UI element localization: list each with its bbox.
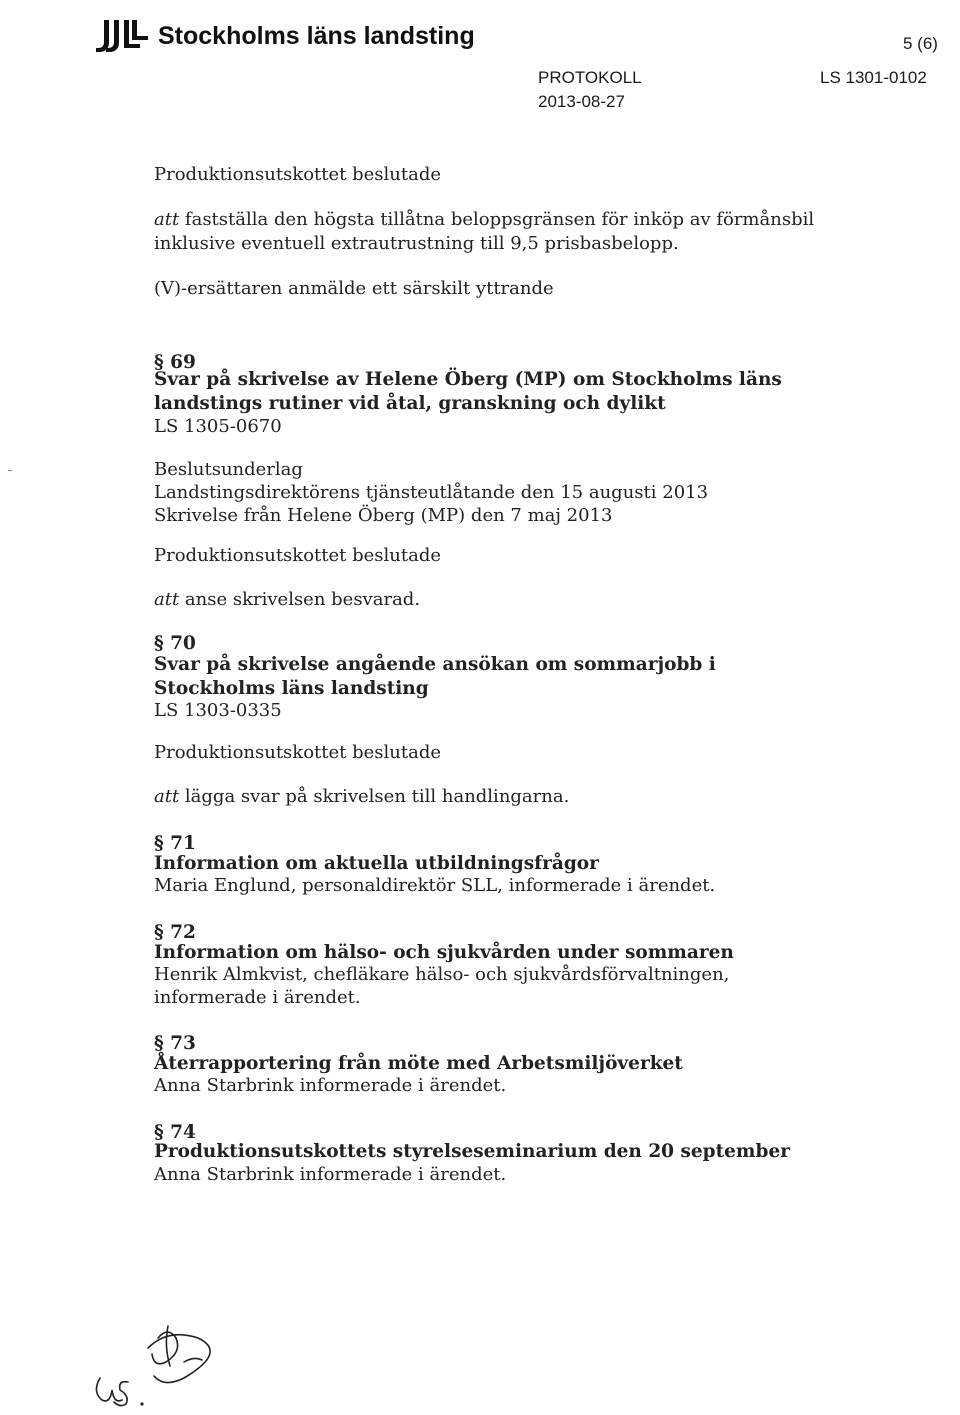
case-reference: LS 1305-0670 [154, 416, 282, 437]
decision-heading: Produktionsutskottet beslutade [154, 545, 442, 566]
organization-name: Stockholms läns landsting [158, 22, 475, 50]
section-title: Information om aktuella utbildningsfrågor [154, 853, 599, 874]
section-title: landstings rutiner vid åtal, granskning och dylikt [154, 393, 666, 414]
decision-heading: Produktionsutskottet beslutade [154, 742, 442, 763]
section-text: Maria Englund, personaldirektör SLL, informerade i ärendet. [154, 875, 716, 896]
section-number: § 69 [154, 352, 196, 373]
decision-line [154, 588, 420, 612]
section-number: § 71 [154, 833, 196, 854]
section-title: Stockholms läns landsting [154, 678, 429, 699]
document-date: 2013-08-27 [538, 92, 625, 111]
handwritten-signature-icon [88, 1318, 238, 1413]
margin-mark [8, 470, 12, 471]
decision-line [154, 785, 569, 809]
statement-text: (V)-ersättaren anmälde ett särskilt yttrande [154, 278, 554, 299]
section-number: § 74 [154, 1122, 196, 1143]
decision-heading: Produktionsutskottet beslutade [154, 164, 442, 185]
basis-item: Skrivelse från Helene Öberg (MP) den 7 maj 2013 [154, 505, 613, 526]
sll-logo-icon [94, 16, 154, 56]
section-number: § 70 [154, 633, 196, 654]
decision-line [154, 208, 814, 232]
section-title: Information om hälso- och sjukvården under sommaren [154, 942, 734, 963]
page-number: 5 (6) [903, 34, 938, 53]
section-number: § 72 [154, 922, 196, 943]
section-title: Svar på skrivelse av Helene Öberg (MP) om Stockholms läns [154, 369, 782, 390]
section-title: Produktionsutskottets styrelseseminarium den 20 september [154, 1141, 790, 1162]
section-title: Svar på skrivelse angående ansökan om sommarjobb i [154, 654, 716, 675]
section-text: informerade i ärendet. [154, 987, 361, 1008]
att-word: att [154, 786, 180, 807]
section-text: Anna Starbrink informerade i ärendet. [154, 1164, 507, 1185]
att-word: att [154, 589, 180, 610]
decision-line: inklusive eventuell extrautrustning till 9,5 prisbasbelopp. [154, 233, 679, 254]
document-type: PROTOKOLL [538, 68, 642, 87]
decision-text: anse skrivelsen besvarad. [179, 589, 421, 610]
section-text: Anna Starbrink informerade i ärendet. [154, 1075, 507, 1096]
section-text: Henrik Almkvist, chefläkare hälso- och sjukvårdsförvaltningen, [154, 964, 730, 985]
decision-text: fastställa den högsta tillåtna beloppsgränsen för inköp av förmånsbil [179, 209, 815, 230]
section-number: § 73 [154, 1033, 196, 1054]
document-number: LS 1301-0102 [820, 68, 927, 87]
basis-item: Landstingsdirektörens tjänsteutlåtande den 15 augusti 2013 [154, 482, 709, 503]
case-reference: LS 1303-0335 [154, 700, 282, 721]
section-title: Återrapportering från möte med Arbetsmiljöverket [154, 1053, 683, 1074]
att-word: att [154, 209, 180, 230]
decision-text: lägga svar på skrivelsen till handlingarna. [179, 786, 570, 807]
basis-heading: Beslutsunderlag [154, 459, 303, 480]
